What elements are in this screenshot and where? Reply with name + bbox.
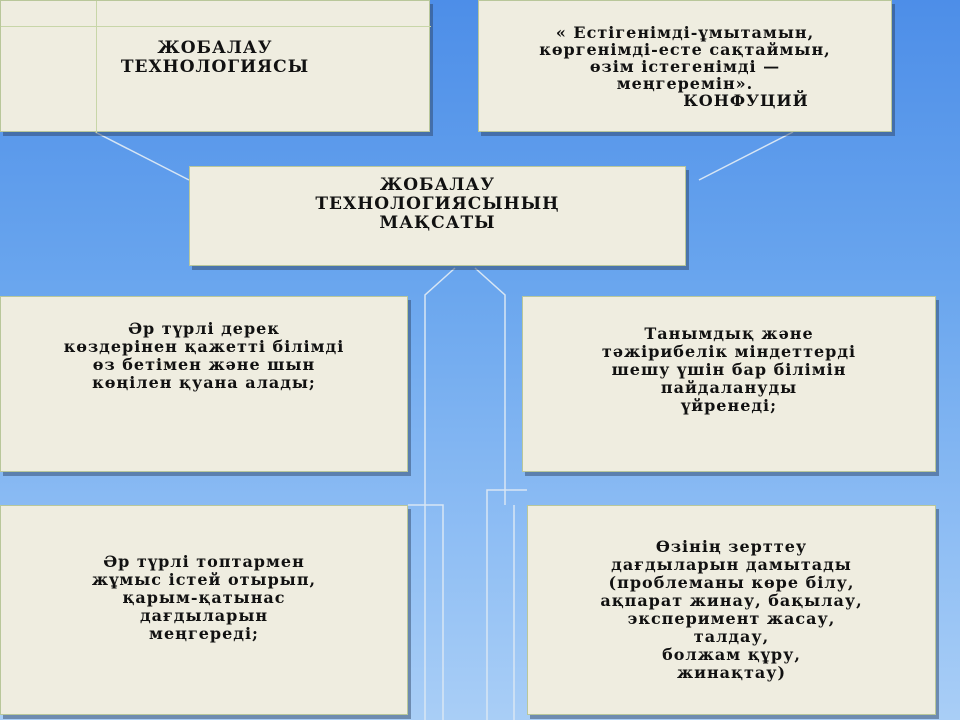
goal-text-2: Танымдық және тәжірибелік міндеттерді шешу үшін бар білімін пайдалануды үйренеді; <box>601 324 857 415</box>
connector-center-to-right <box>475 268 505 505</box>
quote-content <box>539 7 830 126</box>
goal-text-4: Өзінің зерттеу дағдыларын дамытады (проблеманы көре білу, ақпарат жинау, бақылау, эксперимент жасау, талдау, болжам құру, жинақтау) <box>600 537 863 682</box>
goal-box-1 <box>0 296 408 472</box>
connector-right-bottom <box>487 490 527 720</box>
quote-text: « Естігенімді-ұмытамын, көргенімді-есте сақтаймын, өзім істегенімді — меңгеремін». <box>539 22 831 93</box>
connector-title-to-center <box>95 132 189 180</box>
goal-text-3: Әр түрлі топтармен жұмыс істей отырып, қарым-қатынас дағдыларын меңгереді; <box>91 552 317 643</box>
grid-line <box>96 1 97 133</box>
technology-title: ЖОБАЛАУ ТЕХНОЛОГИЯСЫ <box>120 38 310 77</box>
goal-title-box <box>189 166 686 266</box>
goal-box-3 <box>0 505 408 715</box>
quote-box <box>478 0 892 132</box>
goal-box-4 <box>527 505 936 715</box>
goal-title: ЖОБАЛАУ ТЕХНОЛОГИЯСЫНЫҢ МАҚСАТЫ <box>315 174 560 233</box>
technology-title-box <box>0 0 430 132</box>
goal-text-1: Әр түрлі дерек көздерінен қажетті білімді өз бетімен және шын көңілен қуана алады; <box>63 319 345 392</box>
connector-quote-to-center <box>699 132 793 180</box>
connector-center-to-left <box>425 268 455 720</box>
goal-box-2 <box>522 296 936 472</box>
grid-line <box>1 26 431 27</box>
quote-author: КОНФУЦИЙ <box>683 90 809 110</box>
